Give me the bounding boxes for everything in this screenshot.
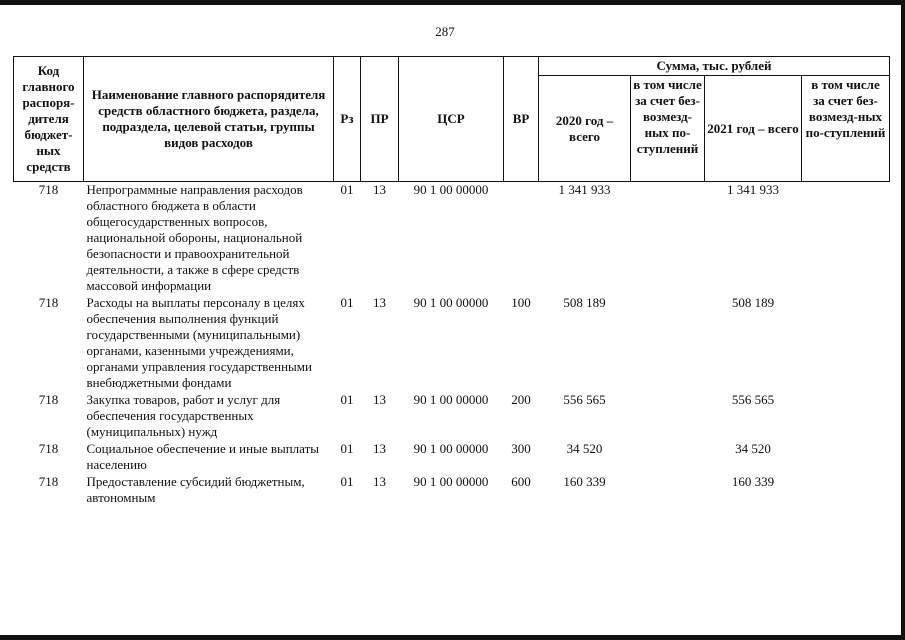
- header-sum: Сумма, тыс. рублей: [539, 57, 890, 76]
- cell-2021-free: [802, 392, 890, 441]
- header-csr: ЦСР: [399, 57, 504, 182]
- cell-rz: 01: [340, 474, 354, 489]
- cell-csr: 90 1 00 00000: [413, 474, 489, 489]
- scan-border-right: [901, 0, 905, 640]
- cell-2020-free: [631, 182, 705, 296]
- cell-rz: 01: [340, 392, 354, 407]
- table-row: [14, 392, 890, 441]
- header-2021-total: 2021 год – всего: [705, 76, 802, 182]
- cell-vr: [504, 182, 539, 296]
- cell-vr: 600: [511, 474, 531, 489]
- cell-2021-free: [802, 441, 890, 474]
- header-2020-total: 2020 год – всего: [539, 76, 631, 182]
- cell-2021-total: 508 189: [731, 295, 775, 310]
- cell-code: 718: [38, 295, 59, 310]
- header-name: Наименование главного распорядителя средств областного бюджета, раздела, подраздела, целевой статьи, группы видов расходов: [84, 57, 334, 182]
- cell-2020-free: [631, 295, 705, 392]
- scan-border-top: [0, 0, 905, 5]
- cell-rz: 01: [340, 441, 354, 456]
- table-header: [14, 57, 890, 182]
- header-2021-free: в том числе за счет без-возмезд-ных по-ступлений: [802, 76, 890, 182]
- cell-pr: 13: [373, 182, 386, 197]
- cell-code: 718: [38, 392, 59, 407]
- table-row: [14, 182, 890, 296]
- cell-name: Расходы на выплаты персоналу в целях обеспечения выполнения функций государственными (муниципальными) органами, казенными учреждениями, органами управления государственными внебюджетными фондами: [86, 295, 312, 390]
- scan-border-bottom: [0, 635, 905, 640]
- cell-2020-free: [631, 474, 705, 507]
- cell-rz: 01: [340, 182, 354, 197]
- cell-2020-free: [631, 392, 705, 441]
- cell-code: 718: [38, 182, 59, 197]
- cell-2021-free: [802, 182, 890, 296]
- cell-vr: 300: [511, 441, 531, 456]
- cell-pr: 13: [373, 392, 386, 407]
- cell-2021-total: 1 341 933: [727, 182, 779, 197]
- budget-table: [13, 56, 890, 507]
- cell-2021-free: [802, 295, 890, 392]
- cell-2020-total: 1 341 933: [558, 182, 611, 197]
- table-row: [14, 474, 890, 507]
- header-rz: Рз: [334, 57, 361, 182]
- cell-pr: 13: [373, 441, 386, 456]
- cell-2021-total: 34 520: [735, 441, 771, 456]
- cell-csr: 90 1 00 00000: [413, 182, 489, 197]
- cell-csr: 90 1 00 00000: [413, 295, 489, 310]
- cell-vr: 100: [511, 295, 531, 310]
- cell-2020-free: [631, 441, 705, 474]
- cell-2021-free: [802, 474, 890, 507]
- header-vr: ВР: [504, 57, 539, 182]
- page-number: 287: [435, 24, 455, 39]
- cell-pr: 13: [373, 474, 386, 489]
- cell-2020-total: 556 565: [563, 392, 606, 407]
- cell-2020-total: 508 189: [563, 295, 606, 310]
- cell-name: Предоставление субсидий бюджетным, автономным: [86, 474, 305, 505]
- header-pr: ПР: [361, 57, 399, 182]
- cell-csr: 90 1 00 00000: [413, 441, 489, 456]
- cell-rz: 01: [340, 295, 354, 310]
- cell-csr: 90 1 00 00000: [413, 392, 489, 407]
- cell-name: Социальное обеспечение и иные выплаты населению: [86, 441, 320, 472]
- cell-vr: 200: [511, 392, 531, 407]
- table-body: [14, 182, 890, 508]
- cell-2021-total: 556 565: [731, 392, 775, 407]
- cell-code: 718: [38, 474, 59, 489]
- cell-2020-total: 34 520: [566, 441, 603, 456]
- table-row: [14, 295, 890, 392]
- cell-name: Непрограммные направления расходов областного бюджета в области общегосударственных вопросов, национальной обороны, национальной безопасности и правоохранительной деятельности, а также в сфере средств массовой информации: [86, 182, 303, 293]
- cell-code: 718: [38, 441, 59, 456]
- header-2020-free: в том числе за счет без-возмезд-ных по-ступлений: [631, 76, 705, 182]
- cell-pr: 13: [373, 295, 386, 310]
- cell-name: Закупка товаров, работ и услуг для обеспечения государственных (муниципальных) нужд: [86, 392, 281, 439]
- header-code: Код главного распоря-дителя бюджет-ных средств: [14, 57, 84, 182]
- cell-2021-total: 160 339: [731, 474, 775, 489]
- table-row: [14, 441, 890, 474]
- cell-2020-total: 160 339: [563, 474, 606, 489]
